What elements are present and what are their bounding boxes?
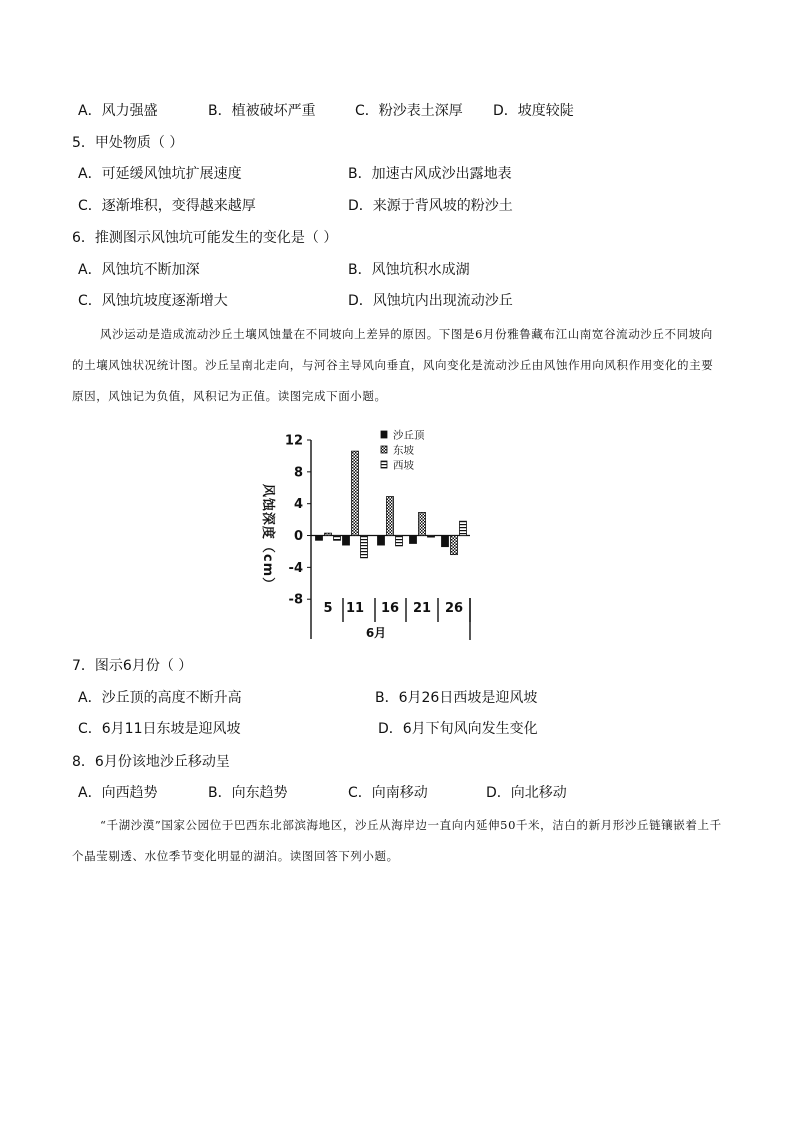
category-label: 5 bbox=[323, 601, 333, 616]
q5-option-d: D．来源于背风坡的粉沙土 bbox=[348, 198, 513, 214]
y-tick-label: -4 bbox=[288, 560, 303, 576]
wind-erosion-chart bbox=[250, 425, 490, 647]
q5-option-c: C．逐渐堆积，变得越来越厚 bbox=[78, 198, 256, 214]
q5-option-a: A．可延缓风蚀坑扩展速度 bbox=[78, 166, 242, 182]
legend-label: 沙丘顶 bbox=[393, 429, 425, 442]
x-axis-title: 6月 bbox=[365, 626, 387, 640]
q6-option-c: C．风蚀坑坡度逐渐增大 bbox=[78, 293, 228, 309]
passage-wind-erosion bbox=[72, 319, 722, 412]
legend-swatch bbox=[381, 431, 387, 438]
bar-2-21 bbox=[419, 512, 426, 535]
q8-option-b: B．向东趋势 bbox=[208, 785, 288, 801]
q4-option-a: A．风力强盛 bbox=[78, 103, 158, 119]
q4-option-c: C．粉沙表土深厚 bbox=[355, 103, 463, 119]
q6-option-b: B．风蚀坑积水成湖 bbox=[348, 262, 470, 278]
bar-3-21 bbox=[428, 536, 435, 538]
bar-2-16 bbox=[387, 497, 394, 536]
q7-option-a: A．沙丘顶的高度不断升高 bbox=[78, 690, 242, 706]
q7-option-b: B．6月26日西坡是迎风坡 bbox=[375, 690, 538, 706]
bar-2-26 bbox=[451, 536, 458, 555]
y-tick-label: -8 bbox=[288, 592, 303, 608]
bar-3-5 bbox=[334, 536, 341, 541]
legend-swatch bbox=[381, 461, 387, 468]
bar-3-16 bbox=[396, 536, 403, 546]
y-tick-label: 12 bbox=[284, 433, 303, 449]
passage-thousand-lakes bbox=[72, 810, 722, 872]
category-label: 26 bbox=[444, 601, 464, 616]
bar-3-11 bbox=[361, 536, 368, 558]
q7-option-d: D．6月下旬风向发生变化 bbox=[378, 721, 538, 737]
bar-1-21 bbox=[410, 536, 417, 544]
q8-stem: 8．6月份该地沙丘移动呈 bbox=[72, 754, 230, 770]
category-label: 21 bbox=[412, 601, 432, 616]
legend-label: 西坡 bbox=[393, 459, 414, 472]
bar-3-26 bbox=[460, 521, 467, 535]
q7-stem: 7．图示6月份（ ） bbox=[72, 658, 193, 674]
y-tick-label: 4 bbox=[293, 497, 303, 513]
bar-1-26 bbox=[442, 536, 449, 547]
q4-option-d: D．坡度较陡 bbox=[493, 103, 574, 119]
bar-1-11 bbox=[343, 536, 350, 546]
bar-2-11 bbox=[352, 451, 359, 535]
y-tick-label: 8 bbox=[293, 465, 303, 481]
q6-stem: 6．推测图示风蚀坑可能发生的变化是（ ） bbox=[72, 230, 338, 246]
bar-2-5 bbox=[325, 533, 332, 535]
q8-option-a: A．向西趋势 bbox=[78, 785, 158, 801]
category-label: 11 bbox=[345, 601, 365, 616]
category-label: 16 bbox=[380, 601, 400, 616]
passage-wind-erosion-text: 风沙运动是造成流动沙丘土壤风蚀量在不同坡向上差异的原因。下图是6月份雅鲁藏布江山南宽谷流动沙丘不同坡向的土壤风蚀状况统计图。沙丘呈南北走向，与河谷主导风向垂直，风向变化是流动沙丘由风蚀作用向风积作用变化的主要原因，风蚀记为负值，风积记为正值。读图完成下面小题。 bbox=[72, 327, 714, 403]
legend-swatch bbox=[381, 446, 387, 453]
q8-option-c: C．向南移动 bbox=[348, 785, 428, 801]
q5-option-b: B．加速古风成沙出露地表 bbox=[348, 166, 512, 182]
q5-stem: 5．甲处物质（ ） bbox=[72, 135, 184, 151]
q6-option-a: A．风蚀坑不断加深 bbox=[78, 262, 200, 278]
passage-thousand-lakes-text: “千湖沙漠”国家公园位于巴西东北部滨海地区，沙丘从海岸边一直向内延伸50千米，洁白的新月形沙丘链镶嵌着上千个晶莹剔透、水位季节变化明显的湖泊。读图回答下列小题。 bbox=[72, 818, 722, 863]
bar-1-16 bbox=[378, 536, 385, 546]
q4-option-b: B．植被破坏严重 bbox=[208, 103, 316, 119]
legend-label: 东坡 bbox=[393, 444, 414, 457]
q6-option-d: D．风蚀坑内出现流动沙丘 bbox=[348, 293, 513, 309]
y-tick-label: 0 bbox=[293, 529, 303, 545]
q8-option-d: D．向北移动 bbox=[486, 785, 567, 801]
y-axis-title: 风蚀深度（cm） bbox=[260, 483, 275, 592]
bar-1-5 bbox=[316, 536, 323, 541]
q7-option-c: C．6月11日东坡是迎风坡 bbox=[78, 721, 241, 737]
